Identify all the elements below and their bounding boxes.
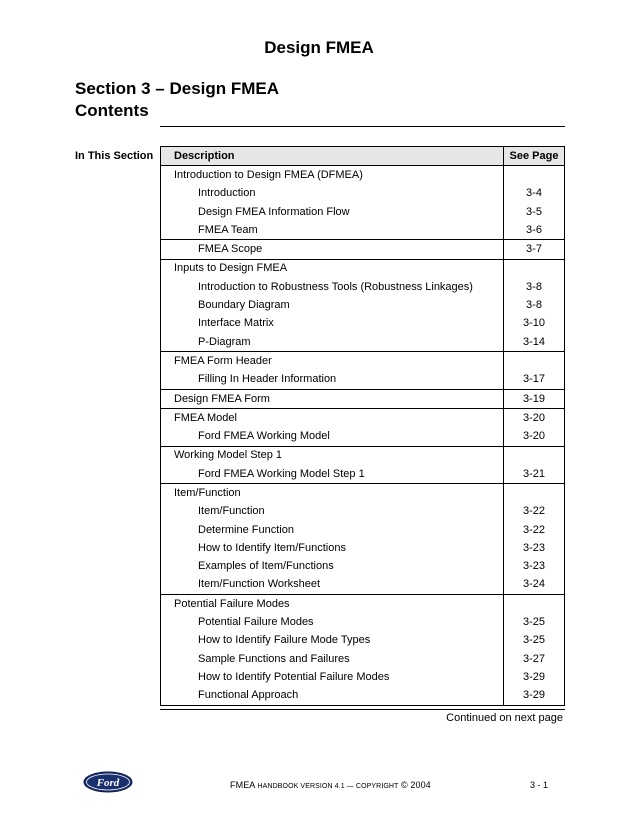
toc-page-number: 3-22 [504, 503, 565, 521]
toc-page-number [504, 166, 565, 185]
table-header-row [161, 147, 565, 166]
toc-subentry: Boundary Diagram [161, 296, 504, 314]
section-title-line2: Contents [75, 101, 149, 120]
table-row [161, 166, 565, 185]
toc-subentry: FMEA Scope [161, 240, 504, 259]
toc-subentry: Item/Function Worksheet [161, 576, 504, 595]
table-row [161, 240, 565, 259]
footer-version: VERSION 4.1 — [298, 783, 356, 790]
top-divider [160, 126, 565, 127]
toc-page-number: 3-14 [504, 333, 565, 352]
toc-page-number: 3-29 [504, 687, 565, 706]
toc-entry: Potential Failure Modes [161, 595, 504, 614]
toc-entry: Design FMEA Form [161, 389, 504, 408]
ford-logo [83, 771, 133, 798]
toc-page-number: 3-4 [504, 185, 565, 203]
table-row [161, 259, 565, 278]
table-row [161, 503, 565, 521]
toc-page-number: 3-23 [504, 558, 565, 576]
table-row [161, 558, 565, 576]
footer-prefix: FMEA [230, 780, 258, 790]
footer-year: © 2004 [398, 780, 431, 790]
table-row [161, 315, 565, 333]
toc-subentry: Examples of Item/Functions [161, 558, 504, 576]
toc-subentry: Introduction [161, 185, 504, 203]
table-row [161, 687, 565, 706]
toc-page-number: 3-25 [504, 613, 565, 631]
col-description-header: Description [161, 147, 504, 166]
toc-page-number [504, 595, 565, 614]
toc-subentry: How to Identify Failure Mode Types [161, 632, 504, 650]
toc-subentry: Item/Function [161, 503, 504, 521]
table-row [161, 185, 565, 203]
page-header-title: Design FMEA [264, 38, 374, 57]
toc-page-number [504, 446, 565, 465]
toc-subentry: Introduction to Robustness Tools (Robustness Linkages) [161, 278, 504, 296]
toc-page-number: 3-25 [504, 632, 565, 650]
table-row [161, 278, 565, 296]
footer-page-number: 3 - 1 [530, 780, 549, 790]
table-row [161, 539, 565, 557]
toc-page-number [504, 352, 565, 371]
toc-subentry: FMEA Team [161, 221, 504, 240]
toc-subentry: P-Diagram [161, 333, 504, 352]
toc-page-number: 3-29 [504, 668, 565, 686]
toc-page-number [504, 484, 565, 503]
toc-page-number: 3-10 [504, 315, 565, 333]
toc-page-number [504, 259, 565, 278]
table-row [161, 465, 565, 484]
table-row [161, 427, 565, 446]
table-row [161, 613, 565, 631]
toc-subentry: Interface Matrix [161, 315, 504, 333]
toc-subentry: How to Identify Potential Failure Modes [161, 668, 504, 686]
col-page-header: See Page [504, 147, 565, 166]
table-row [161, 203, 565, 221]
toc-entry: Working Model Step 1 [161, 446, 504, 465]
table-row [161, 668, 565, 686]
table-row [161, 371, 565, 390]
toc-subentry: Determine Function [161, 521, 504, 539]
table-row [161, 389, 565, 408]
side-label: In This Section [75, 150, 154, 162]
toc-subentry: Functional Approach [161, 687, 504, 706]
toc-entry: FMEA Form Header [161, 352, 504, 371]
table-row [161, 296, 565, 314]
footer-handbook-text [230, 780, 431, 790]
toc-page-number: 3-5 [504, 203, 565, 221]
toc-page-number: 3-24 [504, 576, 565, 595]
table-row [161, 333, 565, 352]
footer-copyright: COPYRIGHT [355, 783, 399, 790]
toc-page-number: 3-19 [504, 389, 565, 408]
toc-entry: Item/Function [161, 484, 504, 503]
toc-subentry: Ford FMEA Working Model [161, 427, 504, 446]
toc-page-number: 3-27 [504, 650, 565, 668]
toc-page-number: 3-17 [504, 371, 565, 390]
table-row [161, 521, 565, 539]
toc-page-number: 3-21 [504, 465, 565, 484]
toc-subentry: Ford FMEA Working Model Step 1 [161, 465, 504, 484]
table-row [161, 484, 565, 503]
toc-subentry: Sample Functions and Failures [161, 650, 504, 668]
toc-subentry: Filling In Header Information [161, 371, 504, 390]
section-title [75, 78, 279, 122]
continued-note: Continued on next page [446, 712, 563, 724]
table-row [161, 352, 565, 371]
toc-entry: FMEA Model [161, 409, 504, 428]
toc-page-number: 3-20 [504, 409, 565, 428]
table-row [161, 409, 565, 428]
table-row [161, 632, 565, 650]
toc-page-number: 3-6 [504, 221, 565, 240]
table-row [161, 576, 565, 595]
table-row [161, 650, 565, 668]
table-row [161, 221, 565, 240]
section-title-line1: Section 3 – Design FMEA [75, 79, 280, 98]
table-row [161, 595, 565, 614]
toc-page-number: 3-7 [504, 240, 565, 259]
toc-page-number: 3-20 [504, 427, 565, 446]
toc-subentry: Design FMEA Information Flow [161, 203, 504, 221]
toc-entry: Introduction to Design FMEA (DFMEA) [161, 166, 504, 185]
toc-page-number: 3-8 [504, 278, 565, 296]
toc-subentry: How to Identify Item/Functions [161, 539, 504, 557]
toc-page-number: 3-23 [504, 539, 565, 557]
table-row [161, 446, 565, 465]
contents-table [160, 146, 565, 706]
bottom-divider [160, 709, 565, 710]
toc-page-number: 3-8 [504, 296, 565, 314]
ford-logo-text: Ford [96, 777, 120, 789]
toc-subentry: Potential Failure Modes [161, 613, 504, 631]
footer-handbook: HANDBOOK [257, 783, 299, 790]
toc-entry: Inputs to Design FMEA [161, 259, 504, 278]
toc-page-number: 3-22 [504, 521, 565, 539]
